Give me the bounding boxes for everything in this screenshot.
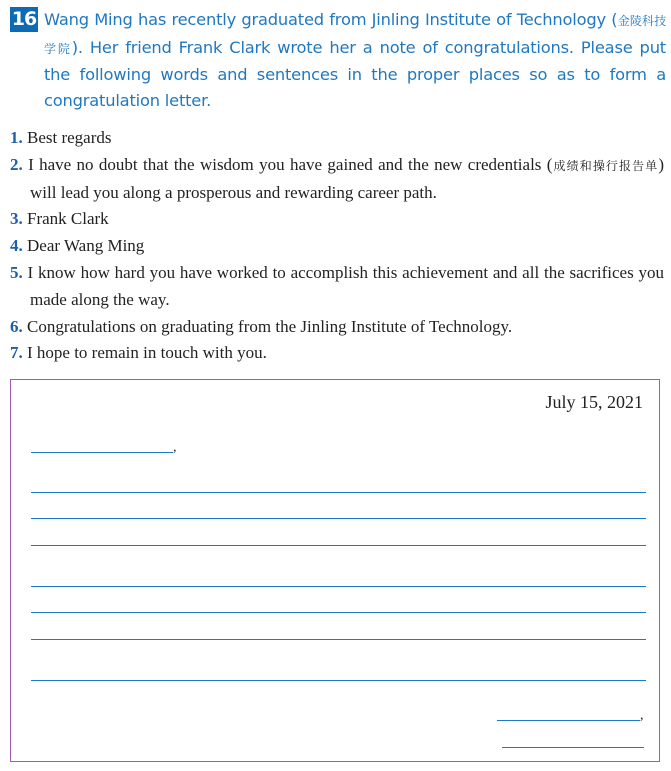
signature-blank[interactable] <box>502 747 644 748</box>
letter-box <box>10 379 660 762</box>
item-chinese: 成绩和操行报告单 <box>552 158 659 173</box>
list-item <box>10 206 664 233</box>
salutation-blank[interactable] <box>31 452 173 453</box>
list-item <box>10 233 664 260</box>
item-text: I have no doubt that the wisdom you have gained and the new credentials ( <box>28 154 553 174</box>
item-text: I know how hard you have worked to accomplish this achievement and all the sacrifices you made along the way. <box>27 262 664 309</box>
body-blank-4[interactable] <box>31 586 646 587</box>
instructions-chinese: 金陵科技学院 <box>44 14 667 56</box>
item-number: 3. <box>10 209 23 229</box>
item-number: 6. <box>10 316 23 336</box>
letter-date: July 15, 2021 <box>545 392 643 412</box>
instructions <box>44 7 666 114</box>
body-blank-7[interactable] <box>31 680 646 681</box>
item-number: 4. <box>10 236 23 256</box>
instructions-text: Wang Ming has recently graduated from Jinling Institute of Technology ( <box>44 10 618 29</box>
item-text: I hope to remain in touch with you. <box>27 343 267 363</box>
body-blank-1[interactable] <box>31 492 646 493</box>
body-blank-3[interactable] <box>31 545 646 546</box>
item-number: 1. <box>10 128 23 147</box>
question-number-badge: 16 <box>11 8 37 30</box>
list-item <box>10 125 664 152</box>
instructions-text-2: ). Her friend Frank Clark wrote her a note of congratulations. Please put the following words and sentences in the proper places so as to form a congratulation letter. <box>44 37 666 111</box>
body-blank-2[interactable] <box>31 518 646 519</box>
list-item <box>10 260 664 314</box>
closing-blank[interactable] <box>497 720 640 721</box>
list-item <box>10 340 664 367</box>
item-number: 5. <box>10 262 23 282</box>
item-text: Congratulations on graduating from the Jinling Institute of Technology. <box>27 316 513 336</box>
closing-comma: , <box>640 708 644 723</box>
item-text: Dear Wang Ming <box>27 236 145 256</box>
body-blank-6[interactable] <box>31 639 646 640</box>
item-number: 7. <box>10 343 23 363</box>
list-item <box>10 314 664 341</box>
item-text: Frank Clark <box>27 209 109 229</box>
body-blank-5[interactable] <box>31 612 646 613</box>
item-text: ) will lead you along a prosperous and rewarding career path. <box>30 154 664 202</box>
item-number: 2. <box>10 154 23 174</box>
list-item <box>10 152 664 207</box>
salutation-comma: , <box>173 440 177 455</box>
word-list <box>10 125 664 367</box>
item-text: Best regards <box>27 128 112 147</box>
